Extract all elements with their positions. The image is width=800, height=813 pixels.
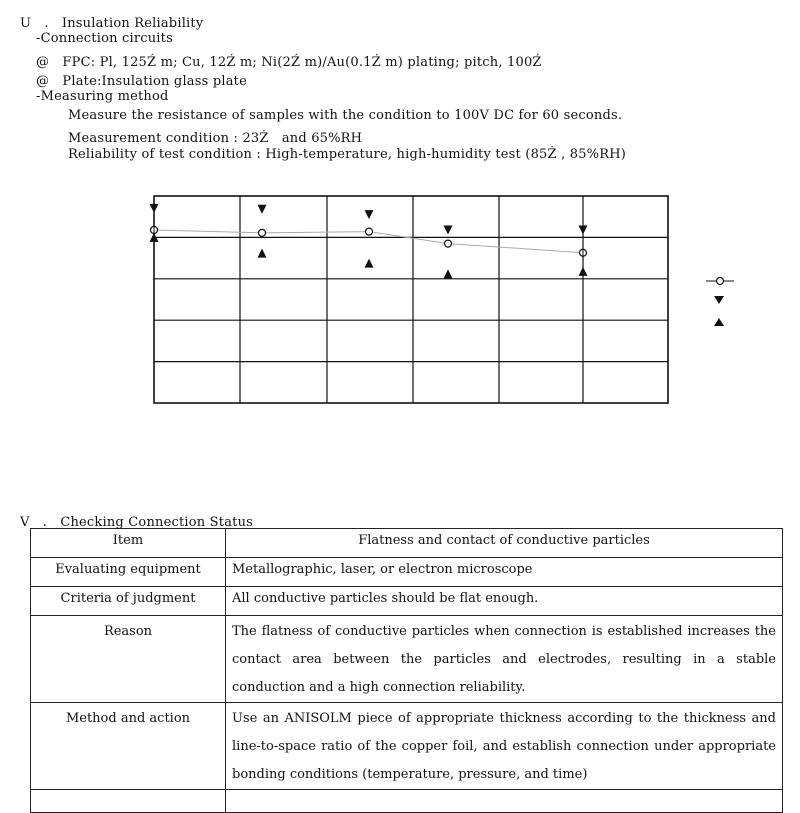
data-point-circle <box>151 226 158 233</box>
fpc-spec-line: @ FPC: Pl, 125Ź m; Cu, 12Ź m; Ni(2Ź m)/Au(0.1Ź m) plating; pitch, 100Ź <box>36 55 542 70</box>
data-point-triangle-up <box>444 269 453 278</box>
data-point-triangle-down <box>258 205 267 214</box>
header-flatness: Flatness and contact of conductive particles <box>226 529 783 558</box>
row-item-label: Method and action <box>31 703 226 790</box>
table-row <box>31 558 783 587</box>
row-description: The flatness of conductive particles when connection is established increases the contact area between the particles and electrodes, resulting in a stable conduction and a high connection reliability. <box>226 616 783 703</box>
data-point-triangle-down <box>444 225 453 234</box>
row-item-label: Criteria of judgment <box>31 587 226 616</box>
row-description: Use an ANISOLM piece of appropriate thickness according to the thickness and line-to-space ratio of the copper foil, and establish connection under appropriate bonding conditions (temperature, pressure, and time) <box>226 703 783 790</box>
header-item: Item <box>31 529 226 558</box>
data-point-triangle-up <box>150 233 159 242</box>
row-description: All conductive particles should be flat enough. <box>226 587 783 616</box>
section-5-title: U . Insulation Reliability <box>20 16 204 31</box>
table-row <box>31 703 783 790</box>
section-6-title: V . Checking Connection Status <box>20 515 254 530</box>
method-line-2: Measurement condition : 23Ż and 65%RH <box>68 131 363 146</box>
data-point-triangle-down <box>150 204 159 213</box>
data-point-circle <box>366 228 373 235</box>
data-point-triangle-down <box>365 210 374 219</box>
connection-circuits-heading: -Connection circuits <box>36 31 173 46</box>
data-point-triangle-down <box>579 225 588 234</box>
legend-triangle-up-marker <box>714 318 724 326</box>
data-point-triangle-up <box>365 259 374 268</box>
row-item-label: Evaluating equipment <box>31 558 226 587</box>
series-line <box>154 230 583 253</box>
table-row <box>31 616 783 703</box>
chart-frame <box>154 196 668 403</box>
method-line-1: Measure the resistance of samples with the condition to 100V DC for 60 seconds. <box>68 108 623 123</box>
table-row <box>31 587 783 616</box>
row-item-label <box>31 790 226 813</box>
data-point-circle <box>580 249 587 256</box>
legend-triangle-down-marker <box>714 296 724 304</box>
data-point-circle <box>445 240 452 247</box>
table-header-row <box>31 529 783 558</box>
method-line-3: Reliability of test condition : High-temperature, high-humidity test (85Ż , 85%RH) <box>68 147 627 162</box>
data-point-triangle-up <box>258 249 267 258</box>
data-point-triangle-up <box>579 267 588 276</box>
table-row-partial <box>31 790 783 813</box>
measuring-method-heading: -Measuring method <box>36 89 169 104</box>
row-description <box>226 790 783 813</box>
row-item-label: Reason <box>31 616 226 703</box>
data-point-circle <box>259 229 266 236</box>
connection-status-table <box>30 528 783 813</box>
row-description: Metallographic, laser, or electron microscope <box>226 558 783 587</box>
plate-spec-line: @ Plate:Insulation glass plate <box>36 74 247 89</box>
legend-circle-marker <box>717 278 724 285</box>
